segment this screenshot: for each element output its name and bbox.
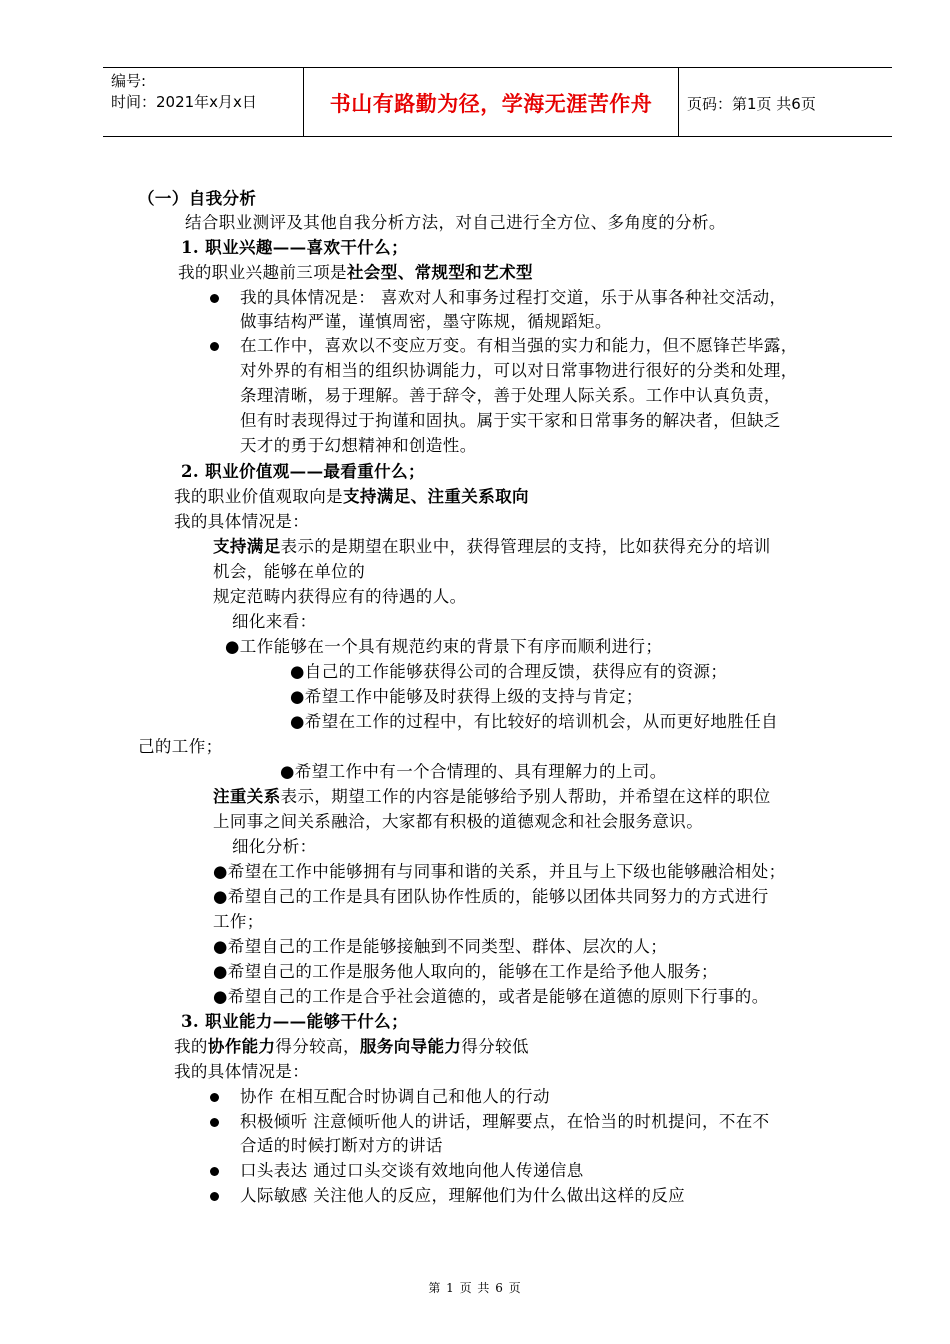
header-divider [678, 67, 679, 136]
s2-support-l3: 规定范畴内获得应有的待遇的人。 [213, 587, 467, 606]
number-label: 编号: [111, 72, 147, 90]
s3-heading: 3. 职业能力——能够干什么； [181, 1012, 408, 1031]
s1-b2-l3: 条理清晰，易于理解。善于辞令，善于处理人际关系。工作中认真负责， [240, 386, 781, 405]
s1-line-text: 我的职业兴趣前三项是 [178, 263, 347, 282]
s1-b2-l4: 但有时表现得过于拘谨和固执。属于实干家和日常事务的解决者，但缺乏 [240, 411, 781, 430]
s3-line-bold-2: 服务向导能力 [359, 1037, 462, 1056]
s2-rel-l1 [213, 785, 771, 809]
time-label: 时间：2021年x月x日 [111, 93, 257, 111]
s2-support-l1 [213, 535, 771, 559]
bullet-icon [210, 1192, 219, 1201]
s2-rel-l2: 上同事之间关系融洽，大家都有积极的道德观念和社会服务意识。 [213, 812, 704, 831]
s2-d3: ●希望工作中能够及时获得上级的支持与肯定； [290, 687, 643, 706]
s3-c2-l1: 积极倾听 注意倾听他人的讲话，理解要点，在恰当的时机提问，不在不 [240, 1112, 770, 1131]
s2-e1: ●希望在工作中能够拥有与同事和谐的关系，并且与上下级也能够融洽相处； [213, 862, 786, 881]
s2-d4-l2: 己的工作； [138, 737, 223, 756]
bullet-icon [210, 342, 219, 351]
relation-term: 注重关系 [213, 787, 281, 806]
section-title: （一）自我分析 [138, 189, 257, 208]
s3-specific: 我的具体情况是： [174, 1062, 310, 1081]
relation-text: 表示，期望工作的内容是能够给予别人帮助，并希望在这样的职位 [280, 787, 771, 806]
intro-text: 结合职业测评及其他自我分析方法，对自己进行全方位、多角度的分析。 [185, 213, 726, 232]
s1-b2-l5: 天才的勇于幻想精神和创造性。 [240, 436, 477, 455]
s1-heading: 1. 职业兴趣——喜欢干什么； [181, 238, 408, 257]
s2-d1: ●工作能够在一个具有规范约束的背景下有序而顺利进行； [225, 637, 663, 656]
s2-heading: 2. 职业价值观——最看重什么； [181, 462, 425, 481]
s2-line [174, 485, 529, 509]
s3-line-bold-1: 协作能力 [207, 1037, 276, 1056]
s1-line-bold: 社会型、常规型和艺术型 [347, 263, 533, 282]
header-page-label: 页码：第1页 共6页 [687, 95, 816, 113]
s2-e2-l1: ●希望自己的工作是具有团队协作性质的，能够以团体共同努力的方式进行 [213, 887, 769, 906]
s2-e5: ●希望自己的工作是合乎社会道德的，或者是能够在道德的原则下行事的。 [213, 987, 769, 1006]
s3-c3: 口头表达 通过口头交谈有效地向他人传递信息 [240, 1161, 584, 1180]
bullet-icon [210, 1118, 219, 1127]
support-text: 表示的是期望在职业中，获得管理层的支持，比如获得充分的培训 [280, 537, 771, 556]
s3-line-mid: 得分较高， [275, 1037, 360, 1056]
s2-line-bold: 支持满足、注重关系取向 [343, 487, 529, 506]
s2-e2-l2: 工作； [213, 912, 264, 931]
header-motto: 书山有路勤为径，学海无涯苦作舟 [329, 92, 653, 116]
s3-c1: 协作 在相互配合时协调自己和他人的行动 [240, 1087, 550, 1106]
s3-c4: 人际敏感 关注他人的反应，理解他们为什么做出这样的反应 [240, 1186, 686, 1205]
s3-line-post: 得分较低 [461, 1037, 529, 1056]
s2-d2: ●自己的工作能够获得公司的合理反馈，获得应有的资源； [290, 662, 728, 681]
s3-line [174, 1035, 529, 1059]
s2-line-text: 我的职业价值观取向是 [174, 487, 343, 506]
s1-b1-l2: 做事结构严谨，谨慎周密，墨守陈规，循规蹈矩。 [240, 312, 612, 331]
bullet-icon [210, 1167, 219, 1176]
s2-support-l2: 机会，能够在单位的 [213, 562, 366, 581]
s1-b2-l2: 对外界的有相当的组织协调能力，可以对日常事物进行很好的分类和处理， [240, 361, 798, 380]
bullet-icon [210, 294, 219, 303]
s2-e3: ●希望自己的工作是能够接触到不同类型、群体、层次的人； [213, 937, 668, 956]
support-term: 支持满足 [213, 537, 281, 556]
s2-e4: ●希望自己的工作是服务他人取向的，能够在工作是给予他人服务； [213, 962, 718, 981]
s3-c2-l2: 合适的时候打断对方的讲话 [240, 1136, 443, 1155]
header-left-cell [111, 71, 257, 113]
s3-line-pre: 我的 [174, 1037, 208, 1056]
s1-b1-l1: 我的具体情况是： 喜欢对人和事务过程打交道，乐于从事各种社交活动， [240, 288, 787, 307]
s2-detail2: 细化分析： [232, 837, 317, 856]
bullet-icon [210, 1093, 219, 1102]
s1-b2-l1: 在工作中，喜欢以不变应万变。有相当强的实力和能力，但不愿锋芒毕露， [240, 336, 798, 355]
s2-d4-l1: ●希望在工作的过程中，有比较好的培训机会，从而更好地胜任自 [290, 712, 778, 731]
page-footer: 第 1 页 共 6 页 [428, 1281, 522, 1295]
s2-d5: ●希望工作中有一个合情理的、具有理解力的上司。 [280, 762, 667, 781]
s2-detail1: 细化来看： [232, 612, 317, 631]
s2-specific: 我的具体情况是： [174, 512, 310, 531]
s1-line [178, 261, 533, 285]
